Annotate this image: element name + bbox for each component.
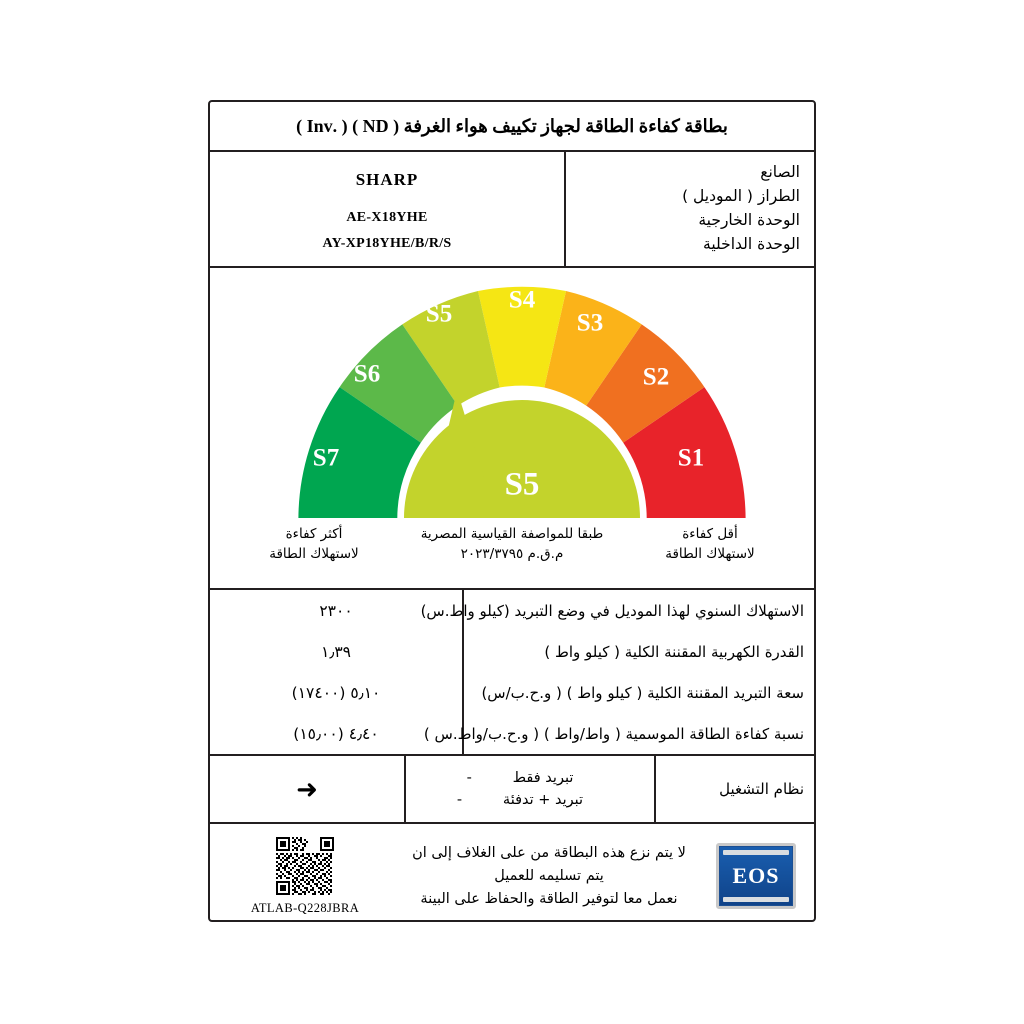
eos-logo-bar-top xyxy=(723,850,789,855)
operation-label: نظام التشغيل xyxy=(654,756,814,822)
efficiency-gauge xyxy=(232,272,792,534)
gauge-segment-label-s5: S5 xyxy=(425,300,453,328)
gauge-segment-label-s4: S4 xyxy=(508,286,536,314)
gauge-notes xyxy=(210,524,814,580)
gauge-segment-label-s2: S2 xyxy=(642,363,670,391)
footer-notice xyxy=(400,842,698,911)
label-indoor-unit: الوحدة الداخلية xyxy=(703,235,800,253)
manufacturer-section xyxy=(210,152,814,268)
operation-mode-cooling-only xyxy=(406,767,634,789)
spec-label-annual-consumption: الاستهلاك السنوي لهذا الموديل في وضع التبريد (كيلو واط.س) xyxy=(462,590,814,631)
operation-pointer-arrow: ➜ xyxy=(296,774,318,804)
manufacturer-labels xyxy=(564,152,814,266)
qr-cell xyxy=(210,837,400,916)
outdoor-model-value: AE-X18YHE xyxy=(346,210,428,225)
label-outdoor-unit: الوحدة الخارجية xyxy=(698,211,800,229)
spec-label-seasonal-eer: نسبة كفاءة الطاقة الموسمية ( واط/واط ) ( و.ح.ب/واط.س ) xyxy=(462,713,814,754)
footer-section xyxy=(210,824,814,928)
table-row xyxy=(210,631,814,672)
operation-dash-2: - xyxy=(456,792,463,808)
spec-label-cooling-capacity: سعة التبريد المقننة الكلية ( كيلو واط ) ( و.ح.ب/س) xyxy=(462,672,814,713)
table-row xyxy=(210,713,814,754)
gauge-note-least-line1: أقل كفاءة xyxy=(682,526,738,542)
table-row xyxy=(210,672,814,713)
spec-label-rated-power: القدرة الكهربية المقننة الكلية ( كيلو واط ) xyxy=(462,631,814,672)
spec-value-rated-power: ١٫٣٩ xyxy=(321,642,352,661)
label-manufacturer: الصانع xyxy=(760,163,800,181)
gauge-note-standard-line1: طبقا للمواصفة القياسية المصرية xyxy=(420,526,604,542)
label-title-row xyxy=(210,102,814,152)
gauge-segment-label-s3: S3 xyxy=(576,309,604,337)
gauge-segment-label-s7: S7 xyxy=(312,444,340,472)
gauge-rating-label: S5 xyxy=(504,466,540,503)
operation-section xyxy=(210,756,814,824)
gauge-note-standard-line2: م.ق.م ٢٠٢٣/٣٧٩٥ xyxy=(460,546,564,562)
operation-mode-cooling-heating-text: تبريد + تدفئة xyxy=(502,792,584,808)
spec-value-cooling-capacity: ٥٫١٠ (١٧٤٠٠) xyxy=(291,683,381,702)
footer-notice-line3: نعمل معا لتوفير الطاقة والحفاظ على البينة xyxy=(420,890,678,907)
operation-dash-1: - xyxy=(466,770,472,786)
gauge-note-most-line1: أكثر كفاءة xyxy=(285,526,343,542)
gauge-note-most-line2: لاستهلاك الطاقة xyxy=(269,546,359,562)
eos-logo-text: EOS xyxy=(732,863,780,888)
specifications-table xyxy=(210,590,814,756)
indoor-model-value: AY-XP18YHE/B/R/S xyxy=(322,236,452,251)
label-model: الطراز ( الموديل ) xyxy=(682,187,800,205)
eos-logo xyxy=(716,843,796,909)
page-title: بطاقة كفاءة الطاقة لجهاز تكييف هواء الغرفة ( ND ) ( .Inv ) xyxy=(296,115,728,136)
spec-value-annual-consumption: ٢٣٠٠ xyxy=(319,601,353,620)
brand-name: SHARP xyxy=(355,170,419,189)
eos-logo-bar-bottom xyxy=(723,897,789,902)
efficiency-gauge-section xyxy=(210,268,814,590)
gauge-note-least-efficient xyxy=(620,524,800,564)
table-row xyxy=(210,590,814,631)
gauge-segment-label-s1: S1 xyxy=(677,444,705,472)
qr-code-icon xyxy=(276,837,334,895)
operation-mode-cooling-heating xyxy=(406,789,634,811)
energy-label-card xyxy=(208,100,816,922)
gauge-note-standard xyxy=(382,524,642,564)
operation-mode-cooling-only-text: تبريد فقط xyxy=(512,770,574,786)
footer-notice-line1: لا يتم نزع هذه البطاقة من على الغلاف إلى ان xyxy=(412,844,686,861)
footer-notice-line2: يتم تسليمه للعميل xyxy=(494,867,604,884)
spec-value-seasonal-eer: ٤٫٤٠ (١٥٫٠٠) xyxy=(293,724,379,743)
gauge-note-least-line2: لاستهلاك الطاقة xyxy=(665,546,755,562)
operation-modes xyxy=(404,756,654,822)
eos-logo-cell xyxy=(698,843,814,909)
gauge-segment-label-s6: S6 xyxy=(353,360,381,388)
manufacturer-values xyxy=(210,152,564,266)
gauge-note-most-efficient xyxy=(224,524,404,564)
qr-code-text: ATLAB-Q228JBRA xyxy=(250,900,360,915)
